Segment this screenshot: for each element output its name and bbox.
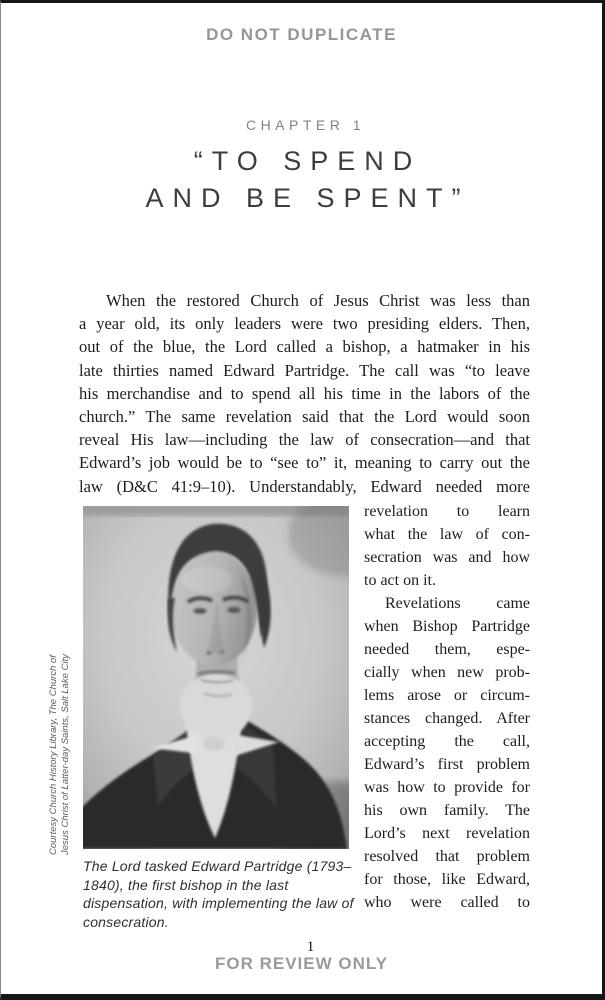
chapter-label: CHAPTER 1 [245, 117, 366, 133]
text-line: what the law of con- [364, 526, 530, 543]
chapter-title-line-1: “TO SPEND [193, 146, 422, 176]
text-line: to act on it. [364, 572, 436, 589]
photo-credit-line-1: Courtesy Church History Library, The Church of [48, 655, 59, 855]
text-line: When the restored Church of Jesus Christ was less than [106, 291, 530, 310]
photo-caption: The Lord tasked Edward Partridge (1793–1840), the first bishop in the last dispensation, with implementing the law of consecration. [83, 858, 354, 930]
text-line: when Bishop Partridge [364, 618, 530, 635]
text-line: cially when new prob- [364, 664, 530, 681]
text-line: resolved that problem [364, 848, 530, 865]
text-line: a year old, its only leaders were two presiding elders. Then, [79, 314, 530, 334]
do-not-duplicate-watermark: DO NOT DUPLICATE [206, 25, 397, 44]
body-paragraph-right-column [364, 500, 530, 914]
text-line: Lord’s next revelation [364, 825, 530, 842]
text-line: was how to provide for [364, 779, 530, 796]
portrait-of-edward-partridge [83, 506, 349, 849]
text-line: Revelations came [385, 595, 530, 612]
text-line: needed them, espe- [364, 641, 530, 658]
photo-credit [48, 617, 71, 855]
text-line: revelation to learn [364, 503, 530, 520]
body-paragraph-full-width [79, 289, 530, 498]
text-line: Edward’s job would be to “see to” it, meaning to carry out the [79, 453, 530, 473]
text-line: his own family. The [364, 802, 530, 819]
text-line: reveal His law—including the law of consecration—and that [79, 430, 530, 450]
text-line: for those, like Edward, [364, 871, 530, 888]
text-line: law (D&C 41:9–10). Understandably, Edward needed more [79, 476, 530, 496]
photo-credit-line-2: Jesus Christ of Latter-day Saints, Salt Lake City [59, 654, 71, 855]
page-number: 1 [306, 939, 315, 955]
text-line: stances changed. After [364, 710, 530, 727]
chapter-title [1, 143, 605, 217]
text-line: late thirties named Edward Partridge. The call was “to leave [79, 360, 530, 380]
edward-partridge-photo [83, 506, 349, 849]
text-line: accepting the call, [364, 733, 530, 750]
text-line: his merchandise and to spend all his time in the labors of the [79, 383, 530, 403]
text-line: Edward’s first problem [364, 756, 530, 773]
text-line: lems arose or circum- [364, 687, 530, 704]
chapter-title-line-2: AND BE SPENT” [145, 183, 470, 213]
for-review-only-watermark: FOR REVIEW ONLY [214, 954, 389, 973]
text-line: secration was and how [364, 549, 530, 566]
text-line: out of the blue, the Lord called a bishop, a hatmaker in his [79, 337, 530, 357]
text-line: church.” The same revelation said that the Lord would soon [79, 407, 530, 427]
text-line: who were called to [364, 894, 530, 911]
